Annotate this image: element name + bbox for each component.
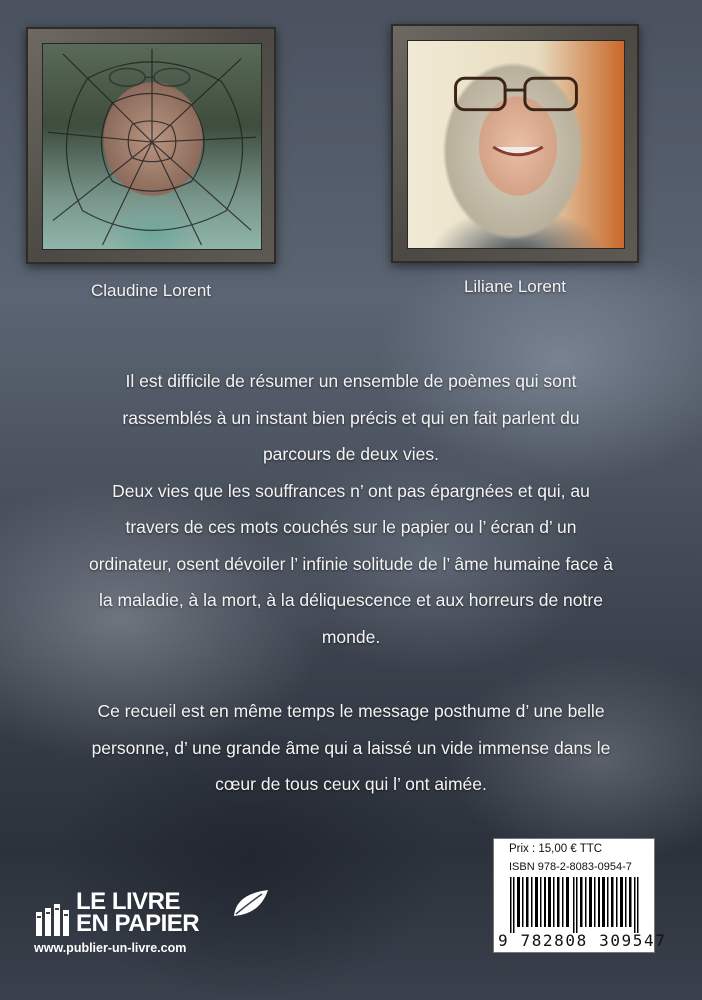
publisher-name-line2: EN PAPIER	[76, 910, 200, 937]
author-photo-liliane	[407, 40, 625, 249]
books-icon	[34, 904, 72, 938]
blurb-line: la maladie, à la mort, à la déliquescence et aux horreurs de notre	[99, 590, 603, 610]
price-isbn-box	[493, 838, 667, 953]
blurb-line: Il est difficile de résumer un ensemble de poèmes qui sont	[125, 371, 577, 391]
blurb-line: ordinateur, osent dévoiler l’ infinie solitude de l’ âme humaine face à	[88, 553, 614, 574]
cracked-glass-overlay	[43, 44, 261, 249]
blurb-line: travers de ces mots couchés sur le papier ou l’ écran d’ un	[125, 517, 577, 537]
barcode-digits: 9 782808 309547	[498, 931, 667, 950]
publisher-url: www.publier-un-livre.com	[34, 941, 187, 955]
blurb-line: Deux vies que les souffrances n’ ont pas épargnées et qui, au	[112, 480, 590, 501]
price-label: Prix : 15,00 € TTC	[509, 843, 603, 855]
blurb-paragraph-2	[40, 693, 662, 803]
blurb-line: Ce recueil est en même temps le message posthume d’ une belle	[97, 701, 605, 721]
author-photo-frame-right	[391, 24, 639, 263]
blurb-line: parcours de deux vies.	[262, 444, 440, 464]
author-photo-frame-left	[26, 27, 276, 264]
glasses-illustration	[408, 41, 624, 248]
leaf-icon	[230, 888, 270, 918]
publisher-logo	[34, 884, 264, 964]
barcode-icon	[508, 877, 644, 933]
blurb-line: monde.	[321, 626, 381, 647]
author-name-right: Liliane Lorent	[463, 277, 567, 296]
publisher-name-line1: LE LIVRE	[76, 888, 181, 915]
isbn-label: ISBN 978-2-8083-0954-7	[509, 861, 632, 873]
blurb-line: cœur de tous ceux qui l’ ont aimée.	[215, 774, 487, 794]
blurb-line: rassemblés à un instant bien précis et qui en fait parlent du	[122, 407, 580, 428]
blurb-line: personne, d’ une grande âme qui a laissé un vide immense dans le	[91, 737, 611, 758]
blurb-paragraph-1	[40, 363, 662, 655]
author-photo-claudine	[42, 43, 262, 250]
author-name-left: Claudine Lorent	[90, 281, 212, 300]
